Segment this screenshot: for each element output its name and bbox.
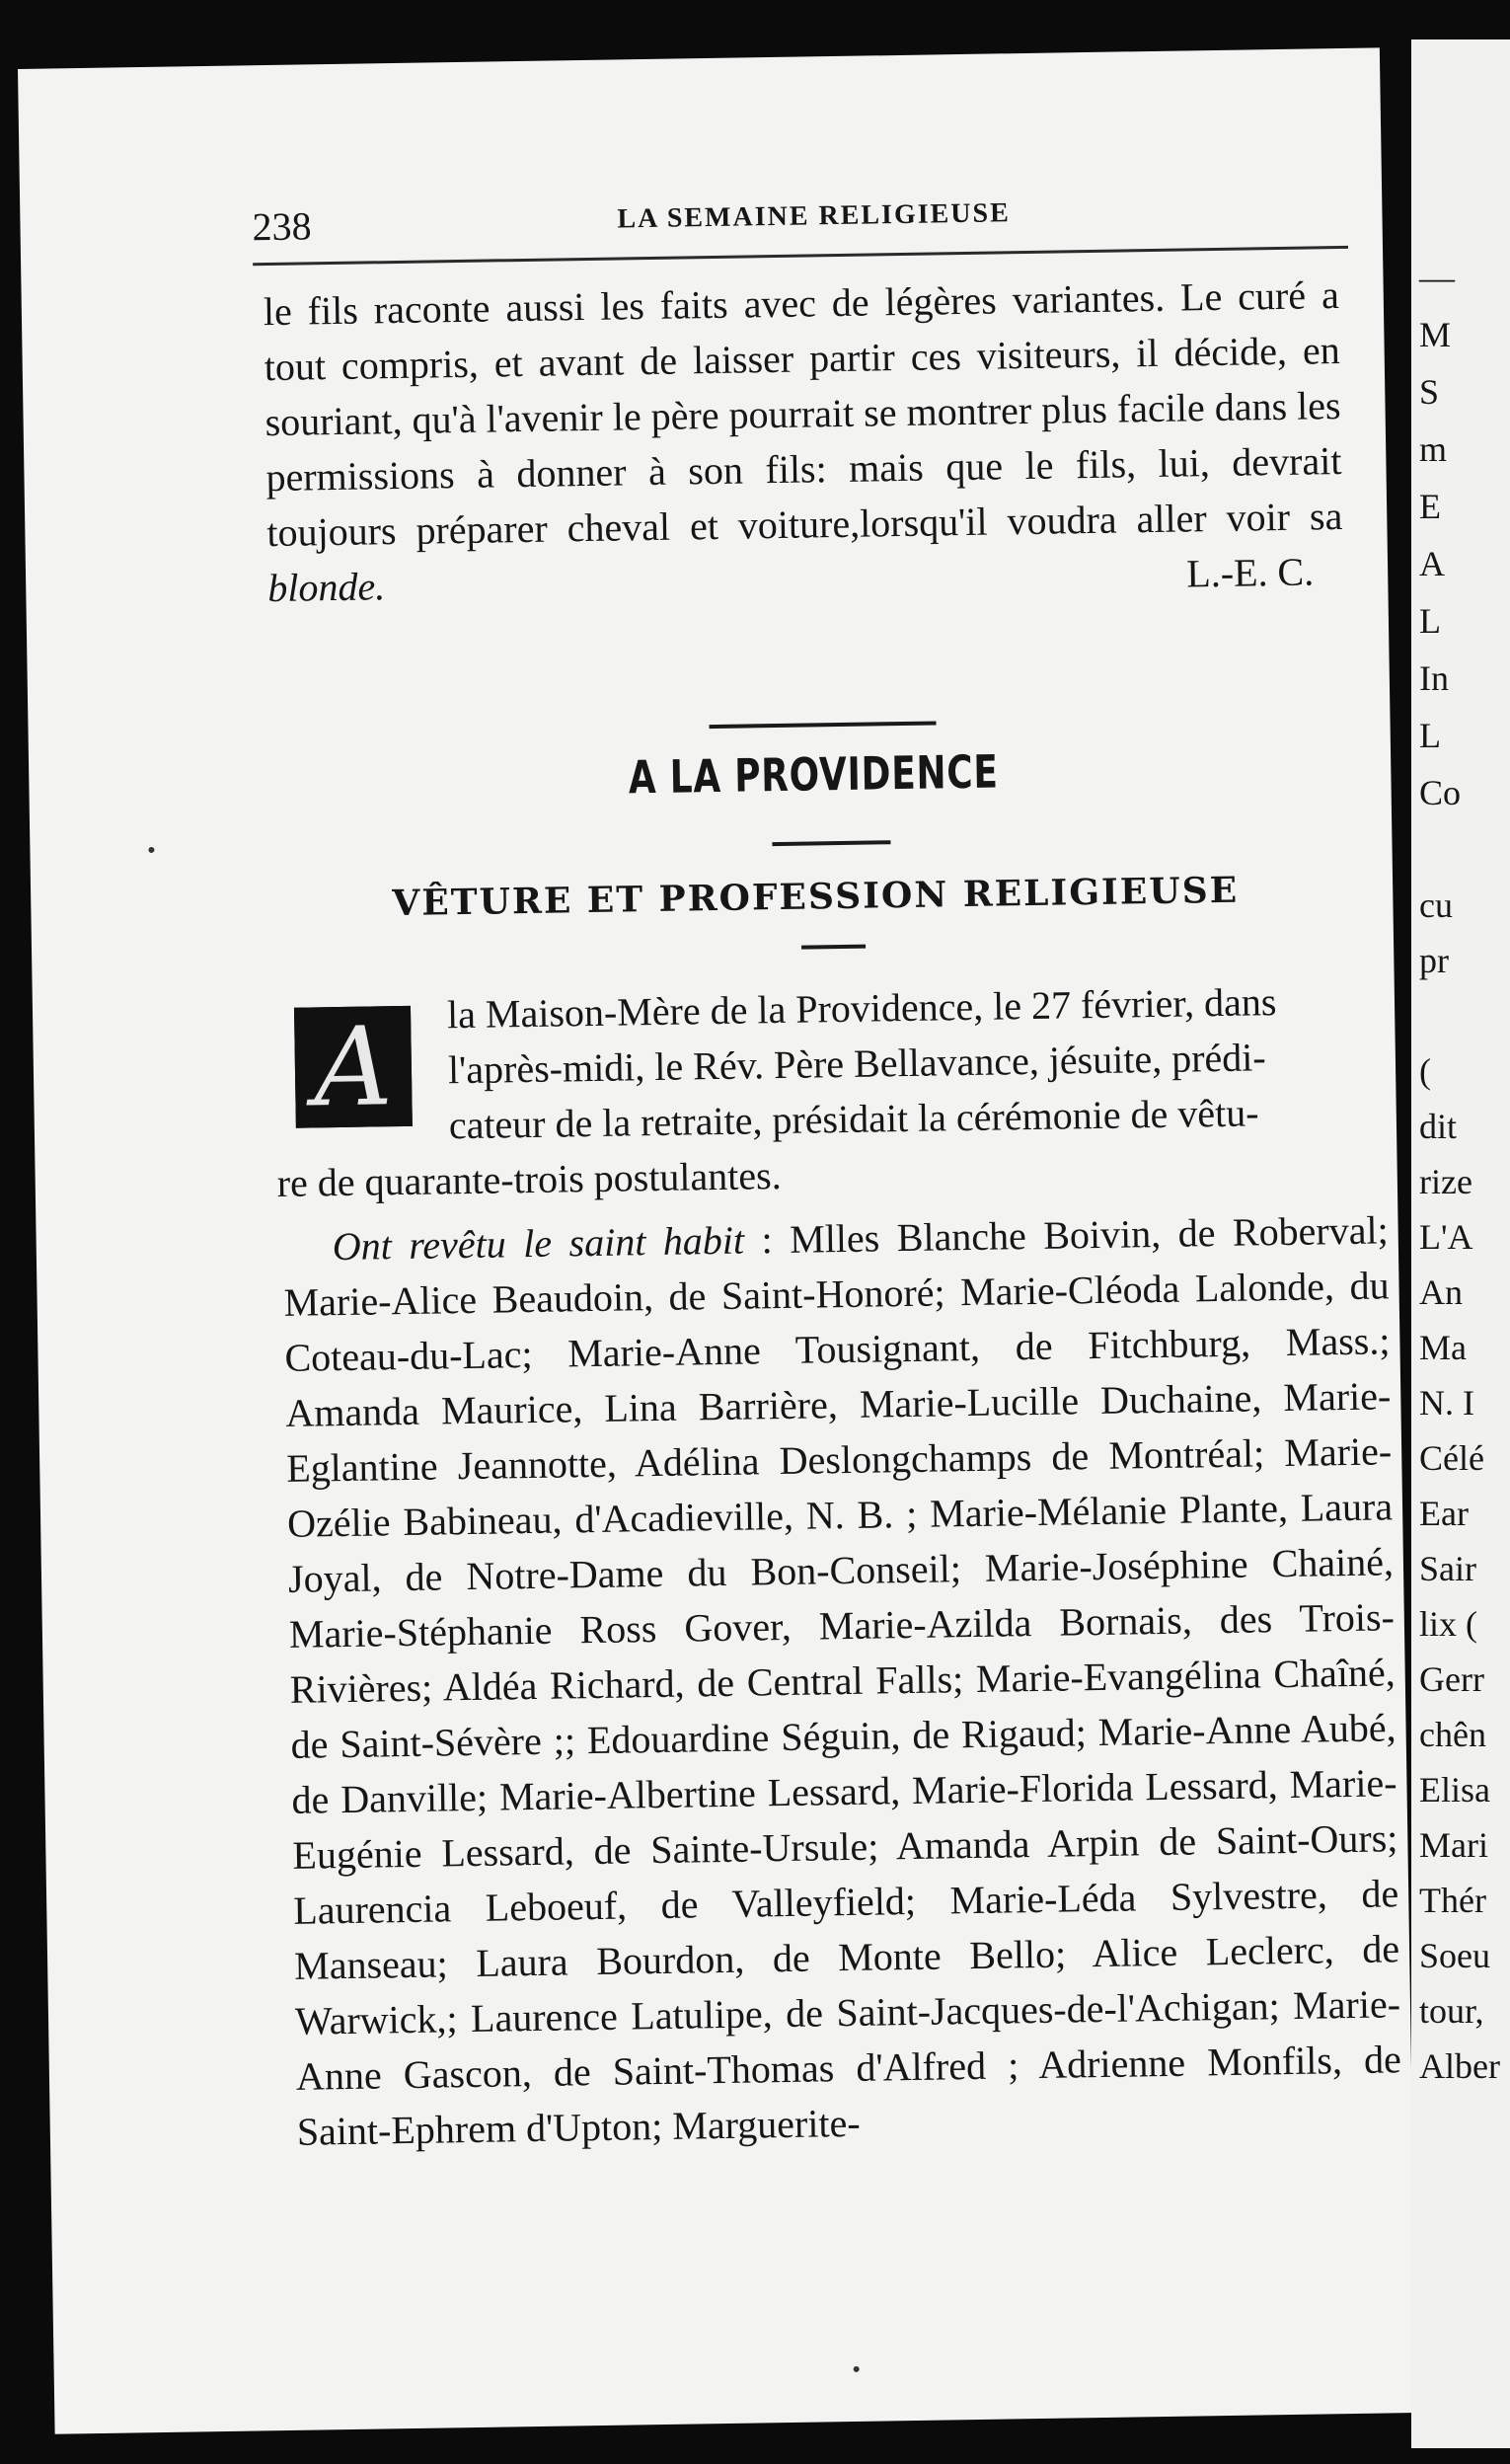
adjacent-page-line: M: [1419, 315, 1452, 354]
adjacent-page-line: m: [1419, 429, 1448, 469]
paragraph-1-line-3: cateur de la retraite, présidait la cérémonie de vêtu-: [448, 1090, 1259, 1148]
adjacent-page-line: S: [1419, 372, 1440, 412]
adjacent-page-line: lix (: [1419, 1604, 1477, 1644]
section-rule-top: [710, 721, 937, 729]
adjacent-page-line: N. I: [1419, 1383, 1474, 1423]
adjacent-page-line: Mari: [1419, 1825, 1488, 1865]
adjacent-page-line: Elisa: [1419, 1770, 1490, 1810]
adjacent-page-line: E: [1419, 487, 1441, 526]
adjacent-page-line: Co: [1419, 773, 1462, 812]
paragraph-2-text: : Mlles Blanche Boivin, de Roberval; Marie-Alice Beaudoin, de Saint-Honoré; Marie-Cléoda Lalonde, du Coteau-du-Lac; Marie-Anne Tousignant, de Fitchburg, Mass.; Amanda Maurice, Lina Barrière, Marie-Lucille Duchaine, Marie-Eglantine Jeannotte, Adélina Deslongchamps de Montréal; Marie-Ozélie Babineau, d'Acadieville, N. B. ; Marie-Mélanie Plante, Laura Joyal, de Notre-Dame du Bon-Conseil; Marie-Joséphine Chainé, Marie-Stéphanie Ross Gover, Marie-Azilda Bornais, des Trois-Rivières; Aldéa Richard, de Central Falls; Marie-Evangélina Chaîné, de Saint-Sévère ;; Edouardine Séguin, de Rigaud; Marie-Anne Aubé, de Danville; Marie-Albertine Lessard, Marie-Florida Lessard, Marie-Eugénie Lessard, de Sainte-Ursule; Amanda Arpin de Saint-Ours; Laurencia Leboeuf, de Valleyfield; Marie-Léda Sylvestre, de Manseau; Laura Bourdon, de Monte Bello; Alice Leclerc, de Warwick,; Laurence Latulipe, de Saint-Jacques-de-l'Achigan; Marie-Anne Gascon, de Saint-Thomas d'Alfred ; Adrienne Monfils, de Saint-Ephrem d'Upton; Marguerite-: [283, 1207, 1402, 2154]
intro-italic-word: blonde.: [266, 564, 386, 611]
page-number: 238: [252, 203, 312, 250]
adjacent-page-line: An: [1419, 1272, 1463, 1312]
intro-paragraph: [263, 268, 1343, 616]
paragraph-1-rest: re de quarante-trois postulantes.: [276, 1152, 782, 1206]
adjacent-page-line: L: [1419, 601, 1441, 641]
adjacent-page-line: Gerr: [1419, 1659, 1484, 1699]
paragraph-2-italic-lead: Ont revêtu le saint habit: [332, 1217, 745, 1270]
running-title: LA SEMAINE RELIGIEUSE: [617, 197, 1012, 235]
adjacent-page-line: Soeu: [1419, 1936, 1490, 1975]
adjacent-page-line: pr: [1419, 941, 1449, 980]
article-paragraph-1: [274, 973, 1363, 1211]
signature: L.-E. C.: [1185, 549, 1315, 596]
adjacent-page-line: L: [1419, 716, 1441, 755]
intro-text: le fils raconte aussi les faits avec de légères variantes. Le curé a tout compris, et avant de laisser partir ces visiteurs, il décide, en souriant, qu'à l'avenir le père pourrait se montrer plus facile dans les permissions à donner à son fils: mais que le fils, lui, devrait toujours préparer cheval et voiture,lorsqu'il voudra aller voir sa: [263, 272, 1343, 556]
section-rule-middle: [772, 840, 890, 846]
page-header: [252, 187, 1348, 266]
adjacent-page-line: (: [1419, 1051, 1431, 1091]
section-subtitle: VÊTURE ET PROFESSION RELIGIEUSE: [392, 869, 1240, 925]
adjacent-page-edge: [1411, 39, 1510, 2448]
paragraph-1-line-1: la Maison-Mère de la Providence, le 27 février, dans: [446, 979, 1277, 1038]
speck: [148, 847, 154, 853]
adjacent-page-line: L'A: [1419, 1217, 1473, 1257]
adjacent-page-line: A: [1419, 544, 1445, 583]
adjacent-page-line: Thér: [1419, 1881, 1486, 1920]
adjacent-page-line: dit: [1419, 1107, 1458, 1146]
adjacent-page-line: rize: [1419, 1162, 1472, 1201]
article-paragraph-2: [282, 1202, 1402, 2159]
adjacent-page-line: tour,: [1419, 1991, 1484, 2031]
section-title: A LA PROVIDENCE: [628, 744, 1000, 805]
book-page: [18, 47, 1416, 2433]
adjacent-page-line: In: [1419, 658, 1449, 698]
adjacent-page-line: Ma: [1419, 1328, 1467, 1367]
paragraph-1-line-2: l'après-midi, le Rév. Père Bellavance, jésuite, prédi-: [447, 1035, 1266, 1093]
section-rule-bottom: [801, 945, 866, 950]
adjacent-page-line: Célé: [1419, 1438, 1484, 1478]
adjacent-page-line: cu: [1419, 886, 1453, 925]
adjacent-page-line: chên: [1419, 1715, 1486, 1754]
speck: [854, 2366, 860, 2372]
adjacent-page-line: —: [1419, 258, 1455, 297]
adjacent-page-line: Alber: [1419, 2046, 1500, 2086]
drop-cap-ornament: A: [294, 1006, 413, 1128]
adjacent-page-line: Ear: [1419, 1494, 1469, 1533]
adjacent-page-line: Sair: [1419, 1549, 1476, 1588]
